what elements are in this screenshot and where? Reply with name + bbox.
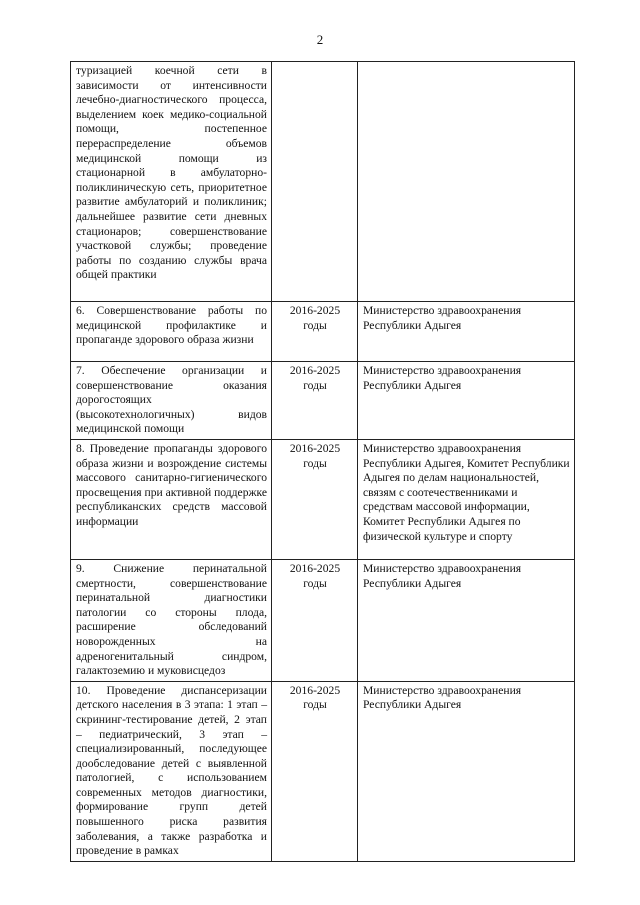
measure-cell: 9. Снижение перинатальной смертности, совершенствование перинатальной диагностики патологии со стороны плода, расширение обследований новорожденных на адреногенитальный синдром, галактоземию и муковисцедоз <box>71 559 272 681</box>
executor-cell <box>358 62 575 302</box>
executor-cell: Министерство здравоохранения Республики Адыгея <box>358 362 575 440</box>
executor-cell: Министерство здравоохранения Республики Адыгея <box>358 302 575 362</box>
executor-cell: Министерство здравоохранения Республики Адыгея, Комитет Республики Адыгея по делам национальностей, связям с соотечественниками и средствам массовой информации, Комитет Республики Адыгея по физической культуре и спорту <box>358 439 575 559</box>
term-cell: 2016-2025 годы <box>272 302 358 362</box>
measure-cell: 8. Проведение пропаганды здорового образа жизни и возрождение системы массового санитарно-гигиенического просвещения при активной поддержке республиканских средств массовой информации <box>71 439 272 559</box>
table-row <box>71 302 575 362</box>
term-cell: 2016-2025 годы <box>272 681 358 861</box>
term-cell: 2016-2025 годы <box>272 559 358 681</box>
executor-cell: Министерство здравоохранения Республики Адыгея <box>358 559 575 681</box>
term-cell <box>272 62 358 302</box>
measures-table <box>70 61 575 862</box>
table-row <box>71 362 575 440</box>
term-cell: 2016-2025 годы <box>272 439 358 559</box>
measure-cell: 6. Совершенствование работы по медицинской профилактике и пропаганде здорового образа жизни <box>71 302 272 362</box>
table-row <box>71 439 575 559</box>
table-row <box>71 559 575 681</box>
measure-cell: 7. Обеспечение организации и совершенствование оказания дорогостоящих (высокотехнологичных) видов медицинской помощи <box>71 362 272 440</box>
table-row <box>71 62 575 302</box>
measure-cell: 10. Проведение диспансеризации детского населения в 3 этапа: 1 этап – скрининг-тестирование детей, 2 этап – педиатрический, 3 этап – специализированный, последующее дообследование детей с выявленной патологией, с использованием современных методов диагностики, формирование групп детей повышенного риска развития заболевания, а также разработка и проведение в рамках <box>71 681 272 861</box>
term-cell: 2016-2025 годы <box>272 362 358 440</box>
table-row <box>71 681 575 861</box>
page-number: 2 <box>316 32 324 47</box>
measure-cell: туризацией коечной сети в зависимости от интенсивности лечебно-диагностического процесса, выделением коек медико-социальной помощи, постепенное перераспределение объемов медицинской помощи из стационарной в амбулаторно-поликлиническую сеть, приоритетное развитие амбулаторий и поликлиник; дальнейшее развитие сети дневных стационаров; совершенствование участковой службы; проведение работы по созданию службы врача общей практики <box>71 62 272 302</box>
executor-cell: Министерство здравоохранения Республики Адыгея <box>358 681 575 861</box>
